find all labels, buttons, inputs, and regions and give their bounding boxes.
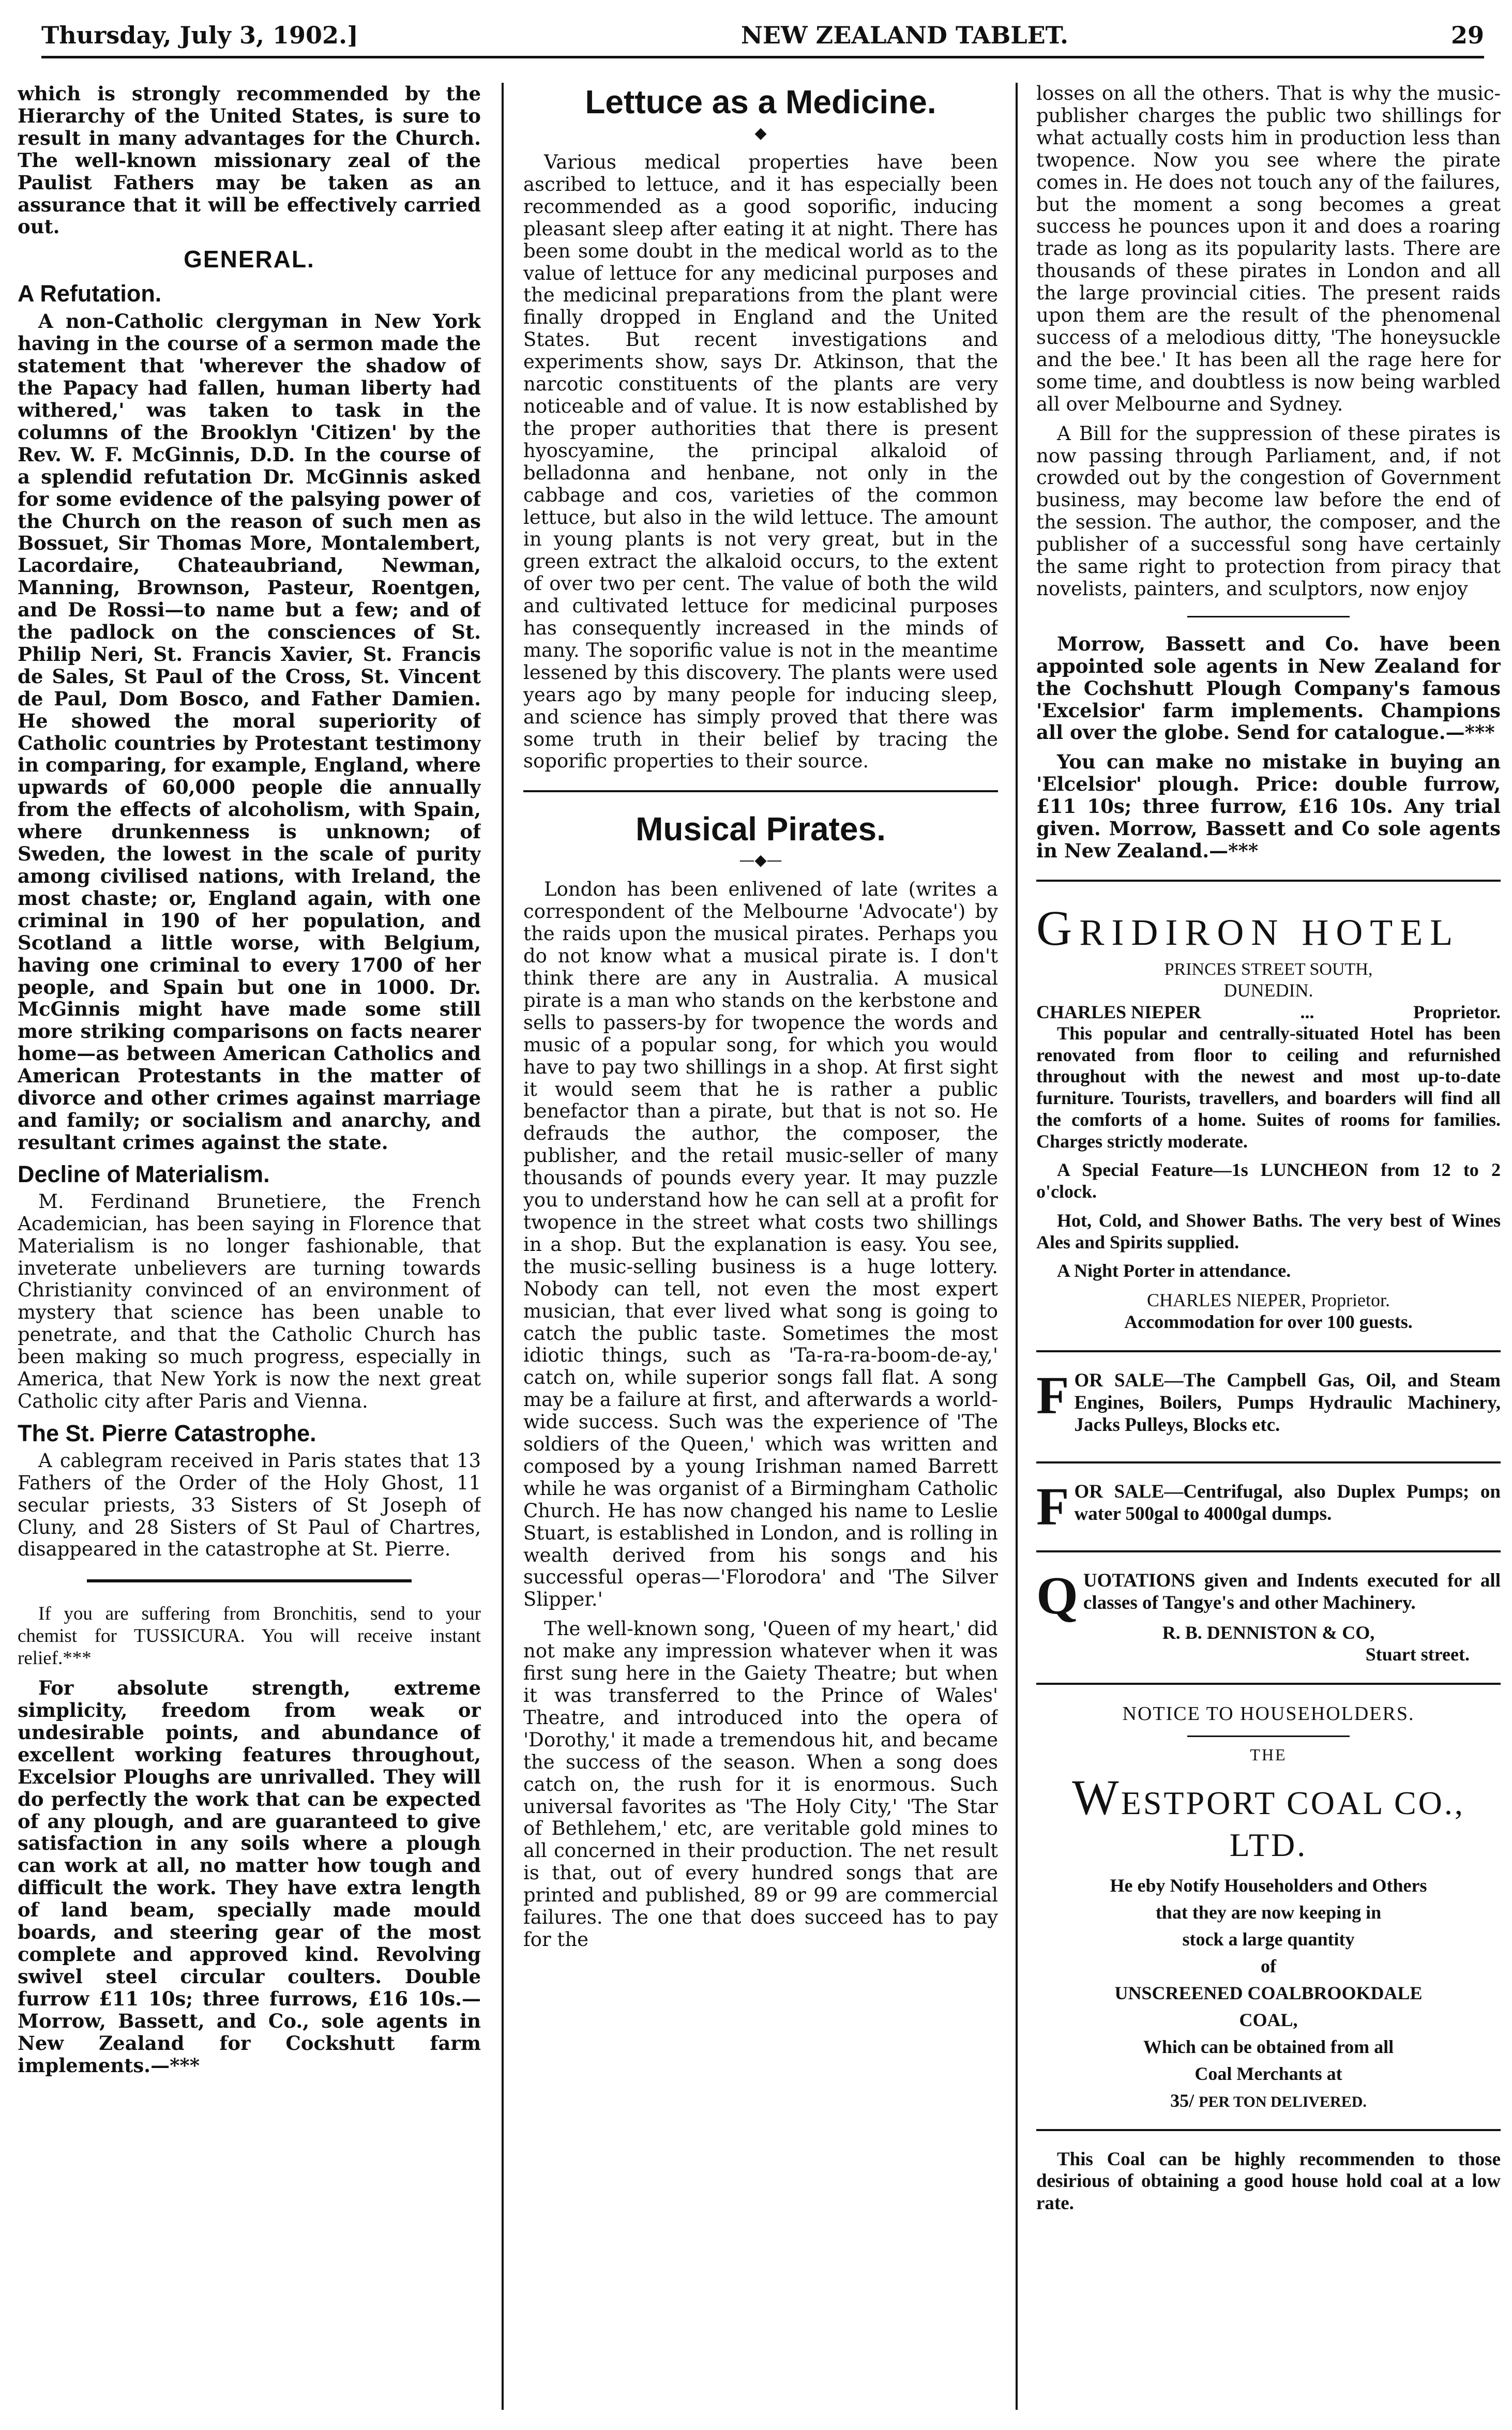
divider-rule [523,790,998,792]
column-right [1036,83,1501,2410]
coal-line: Coal Merchants at [1195,2063,1342,2084]
quotations-street: Stuart street. [1365,1643,1470,1665]
quotations-ad: QUOTATIONS given and Indents executed for all classes of Tangye's and other Machinery. [1036,1565,1501,1625]
pirates-continued-paragraph: losses on all the others. That is why the music-publisher charges the public two shillings for what actually costs him in production less than twopence. Now you see where the pirate comes in. He does not touch any of the failures, but the moment a song becomes a great success he pounces upon it and does a roaring trade as long as its popularity lasts. There are thousands of these pirates in London and all the large provincial cities. The present raids upon them are the result of the phenomenal success of a melodious ditty, 'The honeysuckle and the bee.' It has been all the rage here for some time, and doubtless is now being warbled all over Melbourne and Sydney. [1036,83,1501,415]
coal-line: stock a large quantity [1182,1928,1355,1950]
materialism-heading: Decline of Materialism. [18,1160,270,1187]
column-divider [1016,83,1018,2410]
pirates-bill-paragraph: A Bill for the suppression of these pirates is now passing through Parliament, and, if not crowded out by the congestion of Government business, may become law before the end of the session. The author, the composer, and the publisher of a successful song have certainly the same right to protection from piracy that novelists, painters, and sculptors, now enjoy [1036,422,1501,600]
divider-rule [1187,1735,1350,1737]
header-title: NEW ZEALAND TABLET. [740,21,1068,49]
hotel-owner-row [1036,1001,1501,1023]
quotations-firm: R. B. DENNISTON & CO, [1162,1622,1375,1643]
coal-line: He eby Notify Householders and Others [1110,1875,1427,1896]
hotel-title: GRIDIRON HOTEL [1036,900,1460,956]
header-page-number: 29 [1450,21,1484,49]
coal-line: Which can be obtained from all [1143,2036,1394,2057]
morrow-bassett-ad-1: Morrow, Bassett and Co. have been appointed sole agents in New Zealand for the Cochshutt Plough Company's famous 'Excelsior' farm implements. Champions all over the globe. Send for catalogue.—*** [1036,632,1501,744]
pirates-paragraph-2: The well-known song, 'Queen of my heart,' did not make any impression whatever when it was first sung here in the Gaiety Theatre; but when it was transferred to the Prince of Wales' Theatre, and introduced into the opera of 'Dorothy,' it made a tremendous hit, and became the success of the season. When a song does catch on, the rush for it is enormous. Such universal favorites as 'The Holy City,' 'The Star of Bethlehem,' etc, are veritable gold mines to all concerned in their production. The net result is that, out of every hundred songs that are printed and published, 89 or 99 are commercial failures. The one that does succeed has to pay for the [523,1618,998,1951]
lettuce-heading: Lettuce as a Medicine. [585,83,936,120]
pirates-paragraph-1: London has been enlivened of late (writes a correspondent of the Melbourne 'Advocate') by the raids upon the musical pirates. Perhaps you do not know what a musical pirate is. I don't think there are any in Australia. A musical pirate is a man who stands on the kerbstone and sells to passers-by for twopence the words and music of a popular song, for which you would have to pay two shillings in a shop. At first sight it would seem that he is rather a public benefactor than a pirate, but that is not so. He defrauds the author, the composer, the publisher, and the retail music-seller of many thousands of pounds every year. It may puzzle you to understand how he can sell at a profit for twopence in the street what costs two shillings in a shop. But the explanation is easy. You see, the music-selling business is a huge lottery. Nobody can tell, not even the most expert musician, that ever lived what song is going to catch the public taste. Sometimes the most idiotic things, such as 'Ta-ra-ra-boom-de-ay,' catch on, while superior songs fall flat. A song may be a failure at first, and afterwards a world-wide success. Such was the experience of 'The soldiers of the Queen,' which was written and composed by a young Irishman named Barrett while he was organist of a Birmingham Catholic Church. He has now changed his name to Leslie Stuart, is established in London, and is rolling in wealth derived from his songs and his successful operas—'Florodora' and 'The Silver Slipper.' [523,878,998,1611]
hotel-description: This popular and centrally-situated Hotel has been renovated from floor to ceiling and refurnished throughout with the newest and most up-to-date furniture. Tourists, travellers, and boarders will find all the comforts of a home. Suites of rooms for families. Charges strictly moderate. [1036,1022,1501,1152]
paulist-paragraph: which is strongly recommended by the Hierarchy of the United States, is sure to result in many advantages for the Church. The well-known missionary zeal of the Paulist Fathers may be taken as an assurance that it will be effectively carried out. [18,83,481,238]
column-divider [502,83,504,2410]
notice-heading: NOTICE TO HOUSEHOLDERS. [1122,1702,1415,1725]
musical-pirates-heading: Musical Pirates. [636,810,886,848]
st-pierre-heading: The St. Pierre Catastrophe. [18,1420,316,1446]
refutation-paragraph: A non-Catholic clergyman in New York having in the course of a sermon made the statement that 'wherever the shadow of the Papacy had fallen, human liberty had withered,' was taken to task in the columns of the Brooklyn 'Citizen' by the Rev. W. F. McGinnis, D.D. In the course of a splendid refutation Dr. McGinnis asked for some evidence of the palsying power of the Church on the reason of such men as Bossuet, Sir Thomas More, Montalembert, Lacordaire, Chateaubriand, Newman, Manning, Brownson, Pasteur, Roentgen, and De Rossi—to name but a few; and of the padlock on the consciences of St. Philip Neri, St. Francis Xavier, St. Francis de Sales, St Paul of the Cross, St. Vincent de Paul, Dom Bosco, and Father Damien. He showed the moral superiority of Catholic countries by Protestant testimony in comparing, for example, England, where upwards of 60,000 people die annually from the effects of alcoholism, with Spain, where drunkenness is unknown; of Sweden, the lowest in the scale of purity among civilised nations, with Ireland, the most chaste; or, England again, with one criminal in 190 of her population, and Scotland a little worse, with Belgium, having one criminal to every 1700 of her people, and Spain but one in 1000. Dr. McGinnis might have made some still more striking comparisons on facts nearer home—as between American Catholics and American Protestants in the matter of divorce and other crimes against marriage and family; or socialism and anarchy, and resultant crimes against the state. [18,310,481,1154]
column-middle [523,83,998,2410]
page-header [41,14,1484,58]
for-sale-pumps-ad: FOR SALE—Centrifugal, also Duplex Pumps; on water 500gal to 4000gal dumps. [1036,1476,1501,1536]
hotel-owner: CHARLES NIEPER [1036,1001,1202,1022]
divider-rule [1036,1683,1501,1685]
coal-price: 35/ PER TON DELIVERED. [1170,2090,1367,2111]
hotel-city: DUNEDIN. [1223,979,1313,1001]
hotel-street: PRINCES STREET SOUTH, [1164,959,1373,979]
column-left [18,83,481,2410]
divider-rule [1036,2129,1501,2131]
divider-rule [1036,1350,1501,1352]
divider-rule [1036,1550,1501,1552]
divider-rule [1187,616,1350,617]
coal-line: COAL, [1239,2009,1298,2030]
morrow-bassett-ad-2: You can make no mistake in buying an 'Elcelsior' plough. Price: double furrow, £11 10s; three furrow, £16 10s. Any trial given. Morrow, Bassett and Co sole agents in New Zealand.—*** [1036,750,1501,862]
hotel-owner-role: Proprietor. [1413,1001,1501,1022]
hotel-signature: CHARLES NIEPER, Proprietor. [1146,1290,1390,1311]
coal-line: UNSCREENED COALBROOKDALE [1114,1982,1423,2003]
hotel-baths: Hot, Cold, and Shower Baths. The very best of Wines Ales and Spirits supplied. [1036,1210,1501,1252]
divider-rule [1036,880,1501,882]
coal-the: THE [1250,1745,1287,1764]
for-sale-engines-ad: FOR SALE—The Campbell Gas, Oil, and Steam Engines, Boilers, Pumps Hydraulic Machinery, Jacks Pulleys, Blocks etc. [1036,1366,1501,1436]
ornament-icon: —◆— [739,851,782,870]
hotel-luncheon: A Special Feature—1s LUNCHEON from 12 to 2 o'clock. [1036,1159,1501,1202]
excelsior-plough-ad: For absolute strength, extreme simplicity, freedom from weak or undesirable points, and abundance of excellent working features throughout, Excelsior Ploughs are unrivalled. They will do perfectly the work that can be expected of any plough, and are guaranteed to give satisfaction in any soils where a plough can work at all, no matter how tough and difficult the work. They have extra length of land beam, specially made mould boards, and steering gear of the most complete and approved kind. Revolving swivel steel circular coulters. Double furrow £11 10s; three furrows, £16 10s.—Morrow, Bassett, and Co., sole agents in New Zealand for Cockshutt farm implements.—*** [18,1677,481,2077]
divider-rule [87,1579,411,1582]
coal-line: that they are now keeping in [1155,1901,1382,1923]
westport-coal-title: WESTPORT COAL CO., LTD. [1072,1769,1465,1863]
hotel-owner-dots: ... [1300,1001,1314,1022]
hotel-night-porter: A Night Porter in attendance. [1057,1260,1291,1281]
ornament-icon: ◆ [754,124,767,142]
lettuce-paragraph: Various medical properties have been ascribed to lettuce, and it has especially been recommended as a good soporific, inducing pleasant sleep after eating it at night. There has been some doubt in the medical world as to the value of lettuce for any medicinal purposes and the medicinal preparations from the plant were finally dropped in England and the United States. But recent investigations and experiments show, says Dr. Atkinson, that the narcotic constituents of the plants are very noticeable and of value. It is now established by the proper authorities that there is present hyoscyamine, the principal alkaloid of belladonna and henbane, not only in the cabbage and cos, varieties of the common lettuce, but also in the wild lettuce. The amount in young plants is not very great, but in the green extract the alkaloid occurs, to the extent of over two per cent. The value of both the wild and cultivated lettuce for medicinal purposes has consequently increased in the minds of many. The soporific value is not in the meantime lessened by this discovery. The plants were used years ago by many people for inducing sleep, and science has simply proved that there was some truth in their belief by tracing the soporific properties to their source. [523,151,998,773]
gridiron-hotel-ad [1036,899,1501,1333]
tussicura-ad: If you are suffering from Bronchitis, send to your chemist for TUSSICURA. You will receive instant relief.*** [18,1603,481,1669]
materialism-paragraph: M. Ferdinand Brunetiere, the French Academician, has been saying in Florence that Materialism is no longer fashionable, that inveterate unbelievers are turning towards Christianity convinced of an environment of mystery that science has been unable to penetrate, and that the Catholic Church has been making so much progress, especially in America, that New York is now the next great Catholic city after Paris and Vienna. [18,1190,481,1412]
st-pierre-paragraph: A cablegram received in Paris states that 13 Fathers of the Order of the Holy Ghost, 11 secular priests, 33 Sisters of St Joseph of Cluny, and 28 Sisters of St Paul of Chartres, disappeared in the catastrophe at St. Pierre. [18,1449,481,1561]
divider-rule [1036,1461,1501,1463]
refutation-heading: A Refutation. [18,280,162,307]
section-heading-general: GENERAL. [184,246,315,273]
hotel-accommodation: Accommodation for over 100 guests. [1124,1311,1413,1333]
coal-footer: This Coal can be highly recommenden to those desirious of obtaining a good house hold coal at a low rate. [1036,2148,1501,2214]
coal-line: of [1261,1955,1276,1976]
header-date: Thursday, July 3, 1902.] [41,21,358,49]
